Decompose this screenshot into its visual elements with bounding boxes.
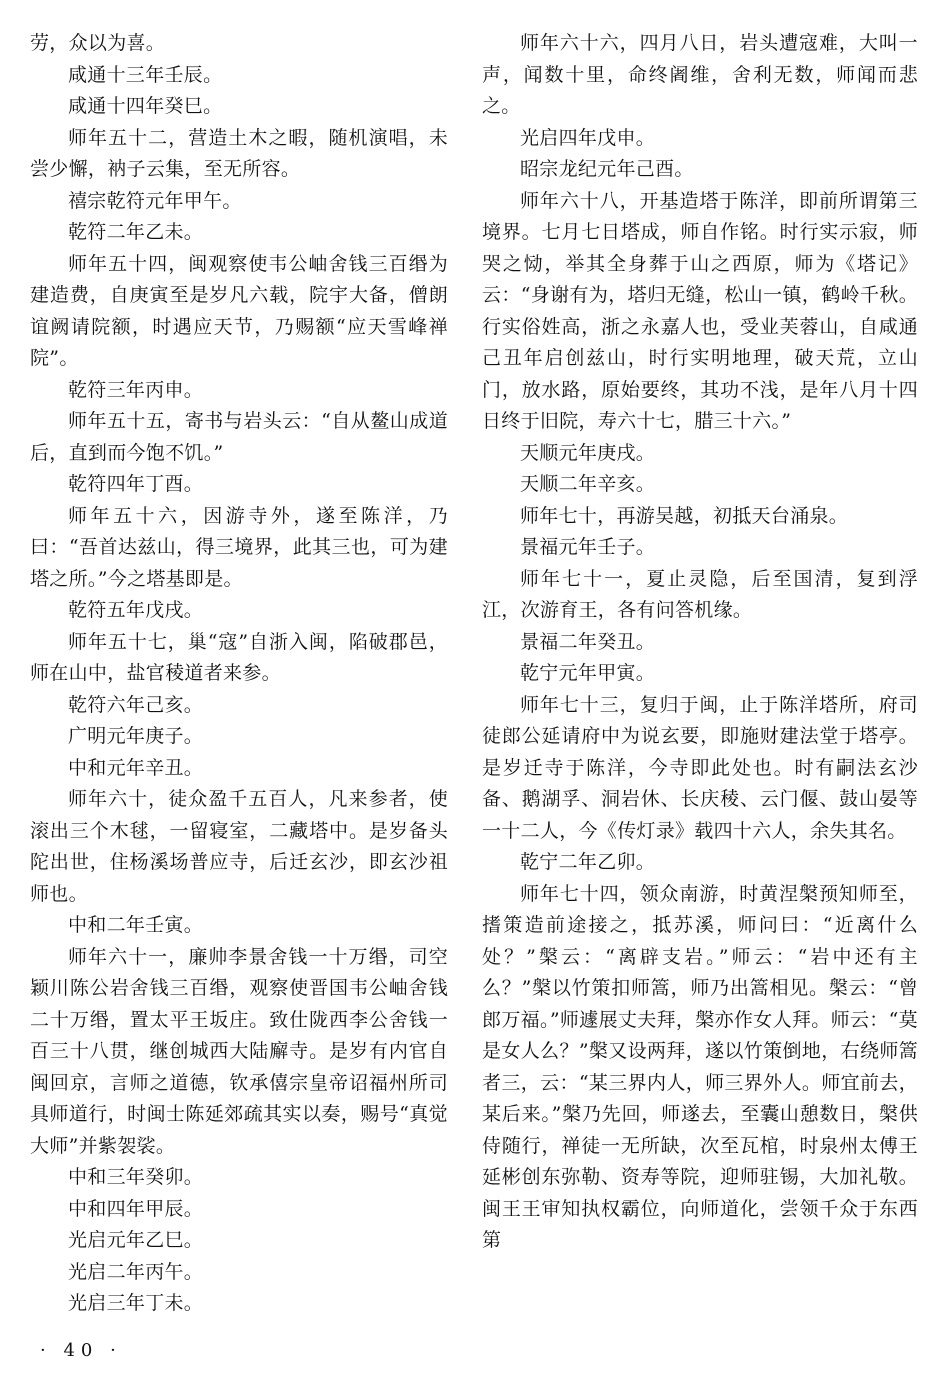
paragraph: 乾宁元年甲寅。 [520,662,656,684]
paragraph: 师年六十，徒众盈千五百人，凡来参者，使滚出三个木毬，一留寝室，二藏塔中。是岁备头陀出世，住杨溪场普应寺，后迁玄沙，即玄沙祖师也。 [30,788,448,905]
paragraph: 师年五十七，巢“寇”自浙入闽，陷破郡邑，师在山中，盐官稜道者来参。 [30,630,448,684]
paragraph: 师年七十四，领众南游，时黄涅槃预知师至，搘策造前途接之，抵苏溪，师问曰：“近离什么处？”槃云：“离辟支岩。”师云：“岩中还有主么？”槃以竹策扣师篙，师乃出篙相见。槃云：“曾郎万福。”师遽展丈夫拜，槃亦作女人拜。师云：“莫是女人么？”槃又设两拜，遂以竹策倒地，右绕师篙者三，云：“某三界内人，师三界外人。师宜前去，某后来。”槃乃先回，师遂去，至囊山憩数日，槃供侍随行，禅徒一无所缺，次至瓦棺，时泉州太傅王延彬创东弥勒、资寿等院，迎师驻锡，大加礼敬。闽王王审知执权霸位，向师道化，尝领千众于东西第 [482,882,918,1251]
paragraph: 师年六十八，开基造塔于陈洋，即前所谓第三境界。七月七日塔成，师自作铭。时行实示寂，师哭之恸，举其全身葬于山之西原，师为《塔记》云：“身谢有为，塔归无缝，松山一镇，鹤岭千秋。行实俗姓高，浙之永嘉人也，受业芙蓉山，自咸通己丑年启创兹山，时行实明地理，破天荒，立山门，放水路，原始要终，其功不浅，是年八月十四日终于旧院，寿六十七，腊三十六。” [482,189,918,432]
paragraph: 乾符四年丁酉。 [68,473,204,495]
paragraph: 禧宗乾符元年甲午。 [68,189,242,212]
paragraph: 中和四年甲辰。 [68,1197,204,1220]
paragraph: 乾符五年戊戌。 [68,599,204,621]
paragraph: 师年六十六，四月八日，岩头遭寇难，大叫一声，闻数十里，命终阇维，舍利无数，师闻而悲之。 [482,32,918,117]
paragraph: 师年七十，再游吴越，初抵天台涌泉。 [520,504,849,527]
paragraph: 师年七十三，复归于闽，止于陈洋塔所，府司徒郎公延请府中为说玄要，即施财建法堂于塔亭。是岁迁寺于陈洋，今寺即此处也。时有嗣法玄沙备、鹅湖孚、洞岩休、长庆稜、云门偃、鼓山晏等一十二人，今《传灯录》载四十六人，余失其名。 [482,693,918,842]
paragraph: 天顺二年辛亥。 [520,473,656,495]
paragraph: 师年五十四，闽观察使韦公岫舍钱三百缗为建造费，自庚寅至是岁凡六载，院宇大备，僧朗谊阙请院额，时遇应天节，乃赐额“应天雪峰禅院”。 [30,252,448,369]
paragraph: 中和元年辛丑。 [68,756,204,779]
paragraph: 乾符六年己亥。 [68,693,204,716]
paragraph: 师年五十二，营造土木之暇，随机演唱，未尝少懈，衲子云集，至无所容。 [30,126,448,180]
paragraph: 光启四年戊申。 [520,126,656,149]
paragraph: 师年五十五，寄书与岩头云：“自从鳌山成道后，直到而今饱不饥。” [30,410,448,464]
paragraph: 景福二年癸丑。 [520,630,656,653]
paragraph: 咸通十四年癸巳。 [68,95,223,117]
paragraph: 师年五十六，因游寺外，遂至陈洋，乃曰：“吾首达兹山，得三境界，此其三也，可为建塔之所。”今之塔基即是。 [30,504,448,590]
paragraph: 天顺元年庚戌。 [520,441,656,464]
paragraph: 乾宁二年乙卯。 [520,851,656,873]
paragraph: 师年六十一，廉帅李景舍钱一十万缗，司空颖川陈公岩舍钱三百缗，观察使晋国韦公岫舍钱二十万缗，置太平王坂庄。致仕陇西李公舍钱一百三十八贯，继创城西大陆廨寺。是岁有内官自闽回京，言师之道德，钦承僖宗皇帝诏福州所司具师道行，时闽士陈延郊疏其实以奏，赐号“真觉大师”并紫袈裟。 [30,945,448,1157]
paragraph: 光启元年乙巳。 [68,1229,204,1251]
paragraph: 广明元年庚子。 [68,725,204,747]
paragraph: 师年七十一，夏止灵隐，后至国清，复到浮江，次游育王，各有问答机缘。 [482,567,918,621]
page-number: · 40 · [40,1340,122,1361]
left-text-column [30,28,448,1320]
paragraph: 中和三年癸卯。 [68,1166,204,1188]
paragraph: 乾符三年丙申。 [68,378,204,401]
paragraph: 光启二年丙午。 [68,1260,204,1283]
paragraph: 乾符二年乙未。 [68,221,204,243]
paragraph: 劳，众以为喜。 [30,32,166,54]
paragraph: 昭宗龙纪元年己酉。 [520,158,694,180]
paragraph: 咸通十三年壬辰。 [68,63,223,86]
right-text-column [482,28,918,1257]
paragraph: 光启三年丁未。 [68,1292,204,1314]
paragraph: 中和二年壬寅。 [68,914,204,936]
paragraph: 景福元年壬子。 [520,536,656,558]
